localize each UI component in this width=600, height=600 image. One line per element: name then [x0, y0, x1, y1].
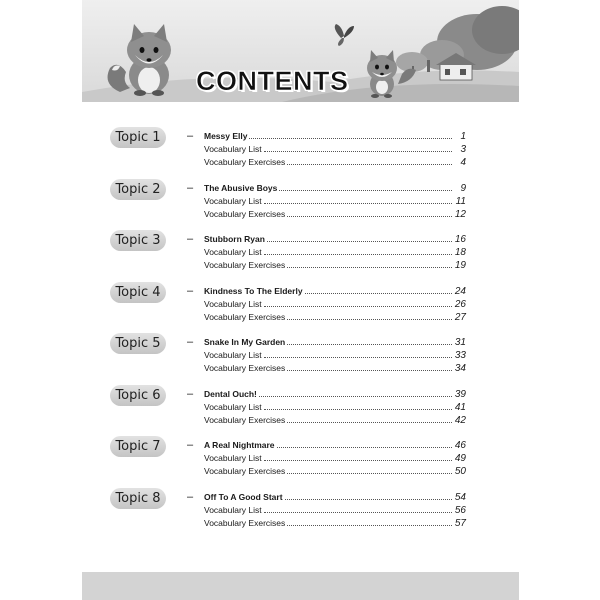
toc-entry[interactable] [204, 259, 466, 272]
entry-title: Kindness To The Elderly [204, 285, 303, 296]
topic-block [82, 388, 519, 434]
topic-block [82, 439, 519, 485]
dot-leader [259, 396, 452, 397]
toc-entry[interactable] [204, 311, 466, 324]
toc-entry[interactable] [204, 208, 466, 221]
dot-leader [264, 203, 452, 204]
dot-leader [287, 164, 452, 165]
dash-separator: – [187, 490, 194, 503]
page-number: 50 [454, 466, 466, 477]
topic-label: Topic 7 [110, 436, 166, 457]
entry-title: Stubborn Ryan [204, 234, 265, 244]
page-number: 46 [454, 440, 466, 451]
dot-leader [264, 306, 452, 307]
page-number: 57 [454, 517, 466, 529]
butterfly-icon [335, 24, 354, 46]
topic-block [82, 233, 519, 279]
toc-entry[interactable] [204, 504, 466, 517]
story-title-entry[interactable] [204, 491, 466, 504]
dot-leader [287, 344, 452, 345]
dot-leader [264, 409, 452, 410]
dash-separator: – [187, 387, 194, 400]
entry-title: Vocabulary List [204, 298, 262, 309]
page-number: 27 [454, 311, 466, 323]
dot-leader [287, 525, 452, 526]
dot-leader [287, 319, 452, 320]
entry-title: Vocabulary Exercises [204, 260, 286, 270]
topic-label: Topic 1 [110, 127, 166, 148]
story-title-entry[interactable] [204, 439, 466, 452]
entry-title: Vocabulary Exercises [204, 311, 286, 322]
dot-leader [305, 293, 452, 294]
entry-title: Vocabulary Exercises [204, 414, 286, 425]
dot-leader [264, 512, 452, 513]
page-number: 39 [454, 388, 466, 400]
entry-title: Vocabulary Exercises [204, 466, 286, 476]
dot-leader [285, 499, 452, 500]
dot-leader [264, 151, 452, 152]
story-title-entry[interactable] [204, 130, 466, 143]
story-title-entry[interactable] [204, 182, 466, 195]
toc-entry[interactable] [204, 349, 466, 362]
entry-title: Vocabulary Exercises [204, 157, 286, 167]
topic-label: Topic 3 [110, 230, 166, 251]
topic-block [82, 336, 519, 382]
entry-title: Snake In My Garden [204, 337, 286, 347]
story-title-entry[interactable] [204, 336, 466, 349]
entry-title: Vocabulary Exercises [204, 517, 286, 528]
fox-left-illustration [108, 24, 171, 96]
entry-title: Vocabulary List [204, 144, 262, 154]
entry-title: Vocabulary List [204, 401, 262, 412]
dot-leader [249, 138, 452, 139]
page-number: 42 [454, 414, 466, 426]
dash-separator: – [187, 233, 194, 245]
toc-entry[interactable] [204, 246, 466, 259]
dash-separator: – [187, 181, 194, 194]
page-number: 11 [455, 195, 466, 207]
dot-leader [287, 370, 452, 371]
entry-title: Messy Elly [204, 131, 248, 141]
page-number: 34 [454, 363, 466, 374]
toc-entry[interactable] [204, 517, 466, 530]
dot-leader [287, 422, 452, 423]
footer-bar [82, 572, 519, 600]
page-number: 54 [454, 491, 466, 503]
contents-page [82, 0, 519, 600]
toc-entry[interactable] [204, 362, 466, 375]
page-number: 49 [454, 453, 466, 464]
page-number: 16 [454, 234, 466, 245]
topic-label: Topic 8 [110, 488, 166, 509]
page-number: 19 [454, 260, 466, 271]
page-number: 3 [460, 144, 466, 155]
dot-leader [277, 447, 452, 448]
toc-entry[interactable] [204, 465, 466, 478]
topic-label: Topic 5 [110, 333, 166, 354]
entry-title: Vocabulary List [204, 195, 262, 206]
topic-block [82, 491, 519, 537]
story-title-entry[interactable] [204, 388, 466, 401]
entry-title: Off To A Good Start [204, 491, 283, 502]
header-banner [82, 0, 519, 102]
dot-leader [264, 357, 452, 358]
entry-title: A Real Nightmare [204, 440, 275, 450]
topic-label: Topic 4 [110, 282, 166, 303]
dot-leader [287, 216, 452, 217]
topic-block [82, 130, 519, 176]
page-number: 9 [460, 182, 466, 194]
page-number: 24 [454, 285, 466, 297]
page-number: 31 [454, 337, 466, 348]
dot-leader [264, 460, 452, 461]
entry-title: The Abusive Boys [204, 182, 278, 193]
page-title: CONTENTS [196, 66, 349, 96]
page-number: 4 [460, 157, 466, 168]
entry-title: Vocabulary List [204, 504, 262, 515]
toc-entry[interactable] [204, 401, 466, 414]
page-number: 41 [454, 401, 466, 413]
dash-separator: – [187, 336, 194, 348]
dash-separator: – [187, 284, 194, 297]
dot-leader [267, 241, 452, 242]
entry-title: Vocabulary Exercises [204, 363, 286, 373]
dot-leader [287, 473, 452, 474]
toc-entry[interactable] [204, 298, 466, 311]
topic-block [82, 285, 519, 331]
entry-title: Vocabulary List [204, 453, 262, 463]
entry-title: Dental Ouch! [204, 388, 257, 399]
entry-title: Vocabulary List [204, 350, 262, 360]
dot-leader [264, 254, 452, 255]
page-number: 33 [454, 350, 466, 361]
toc-entry[interactable] [204, 195, 466, 208]
dash-separator: – [187, 439, 194, 451]
page-number: 12 [454, 208, 466, 220]
dash-separator: – [187, 130, 194, 142]
page-number: 56 [454, 504, 466, 516]
entry-title: Vocabulary List [204, 247, 262, 257]
story-title-entry[interactable] [204, 233, 466, 246]
page-number: 26 [454, 298, 466, 310]
toc-entry[interactable] [204, 452, 466, 465]
toc-entry[interactable] [204, 143, 466, 156]
entry-title: Vocabulary Exercises [204, 208, 286, 219]
toc-entry[interactable] [204, 156, 466, 169]
page-number: 1 [460, 131, 466, 142]
toc-entry[interactable] [204, 414, 466, 427]
dot-leader [279, 190, 452, 191]
topic-label: Topic 2 [110, 179, 166, 200]
page-number: 18 [454, 247, 466, 258]
topic-label: Topic 6 [110, 385, 166, 406]
dot-leader [287, 267, 452, 268]
story-title-entry[interactable] [204, 285, 466, 298]
topic-block [82, 182, 519, 228]
